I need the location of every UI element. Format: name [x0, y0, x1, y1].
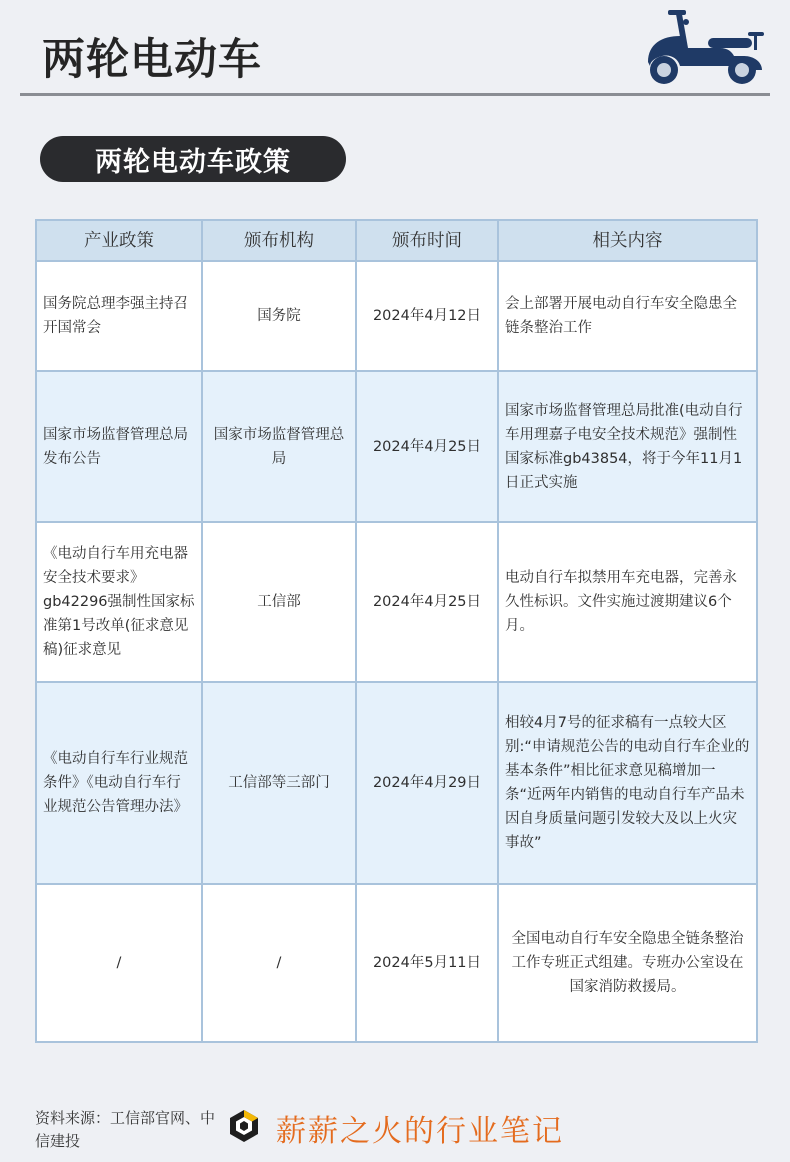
cell-content: 全国电动自行车安全隐患全链条整治工作专班正式组建。专班办公室设在国家消防救援局。	[498, 884, 757, 1042]
source-note: 资料来源：工信部官网、中信建投	[35, 1109, 216, 1150]
column-header-policy: 产业政策	[36, 220, 202, 261]
table-row	[36, 522, 757, 682]
cell-content: 国家市场监督管理总局批准(电动自行车用理嘉子电安全技术规范》强制性国家标准gb43854，将于今年11月1日正式实施	[498, 371, 757, 522]
table-row	[36, 884, 757, 1042]
header-divider	[20, 93, 770, 96]
column-header-date: 颁布时间	[356, 220, 498, 261]
cell-date: 2024年4月12日	[356, 261, 498, 371]
cell-date: 2024年4月25日	[356, 371, 498, 522]
table-row	[36, 261, 757, 371]
cell-org: 国务院	[202, 261, 356, 371]
cell-content: 相较4月7号的征求稿有一点较大区别:“申请规范公告的电动自行车企业的基本条件”相比征求意见稿增加一条“近两年内销售的电动自行车产品未因自身质量问题引发较大及以上火灾事故”	[498, 682, 757, 884]
brand-name: 薪薪之火的行业笔记	[276, 1114, 564, 1149]
scooter-icon	[640, 4, 768, 86]
cell-date: 2024年5月11日	[356, 884, 498, 1042]
cell-org: /	[202, 884, 356, 1042]
cell-date: 2024年4月25日	[356, 522, 498, 682]
column-header-content: 相关内容	[498, 220, 757, 261]
policy-table	[35, 219, 758, 1043]
cell-org: 工信部	[202, 522, 356, 682]
table-row	[36, 371, 757, 522]
cell-policy: 《电动自行车用充电器安全技术要求》gb42296强制性国家标准第1号改单(征求意见稿)征求意见	[36, 522, 202, 682]
page-header	[0, 0, 790, 98]
cell-policy: 国家市场监督管理总局发布公告	[36, 371, 202, 522]
cell-org: 工信部等三部门	[202, 682, 356, 884]
cell-policy: /	[36, 884, 202, 1042]
hexagon-logo-icon	[226, 1108, 262, 1144]
page-title: 两轮电动车	[42, 35, 262, 85]
cell-policy: 《电动自行车行业规范条件》《电动自行车行业规范公告管理办法》	[36, 682, 202, 884]
cell-org: 国家市场监督管理总局	[202, 371, 356, 522]
cell-content: 电动自行车拟禁用车充电器，完善永久性标识。文件实施过渡期建议6个月。	[498, 522, 757, 682]
table-row	[36, 682, 757, 884]
cell-date: 2024年4月29日	[356, 682, 498, 884]
cell-content: 会上部署开展电动自行车安全隐患全链条整治工作	[498, 261, 757, 371]
column-header-org: 颁布机构	[202, 220, 356, 261]
cell-policy: 国务院总理李强主持召开国常会	[36, 261, 202, 371]
section-title: 两轮电动车政策	[40, 136, 346, 182]
table-header-row	[36, 220, 757, 261]
